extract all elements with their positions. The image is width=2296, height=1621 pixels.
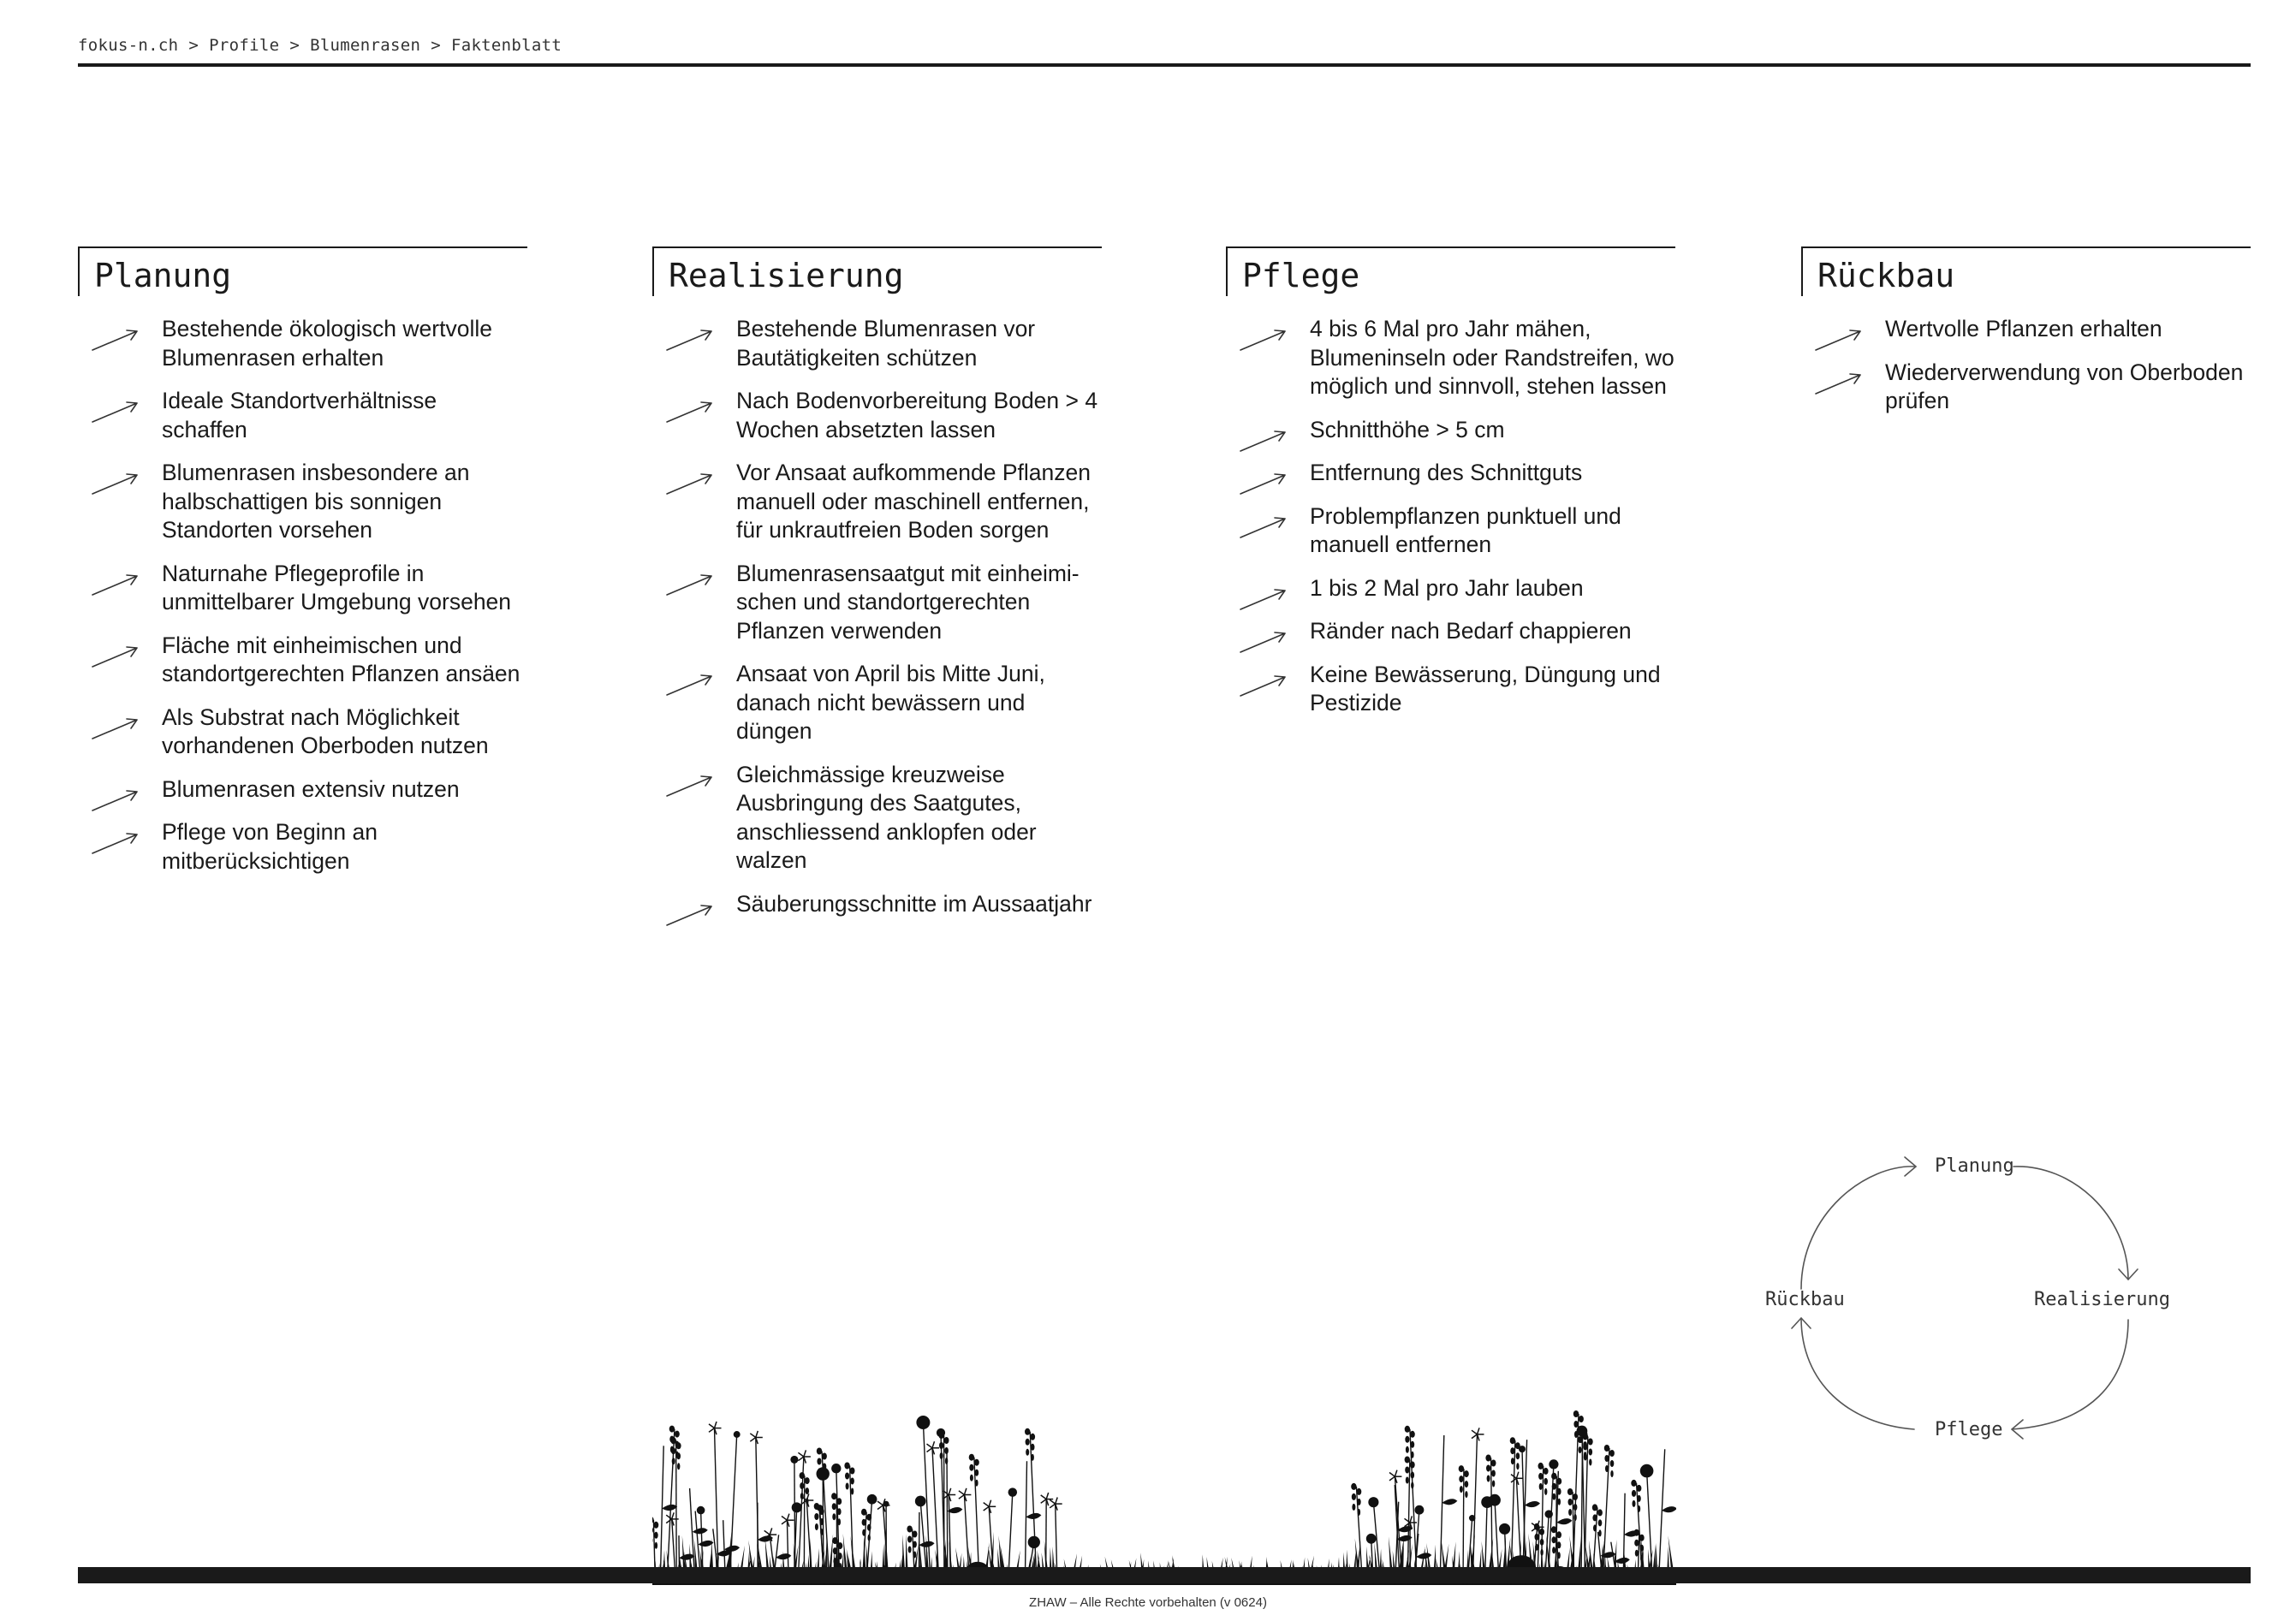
column-title: Planung xyxy=(94,257,232,294)
list-item-text: Problempflanzen punktuell und manuell entfernen xyxy=(1310,502,1621,557)
item-list xyxy=(1801,315,2251,416)
list-item-text: 1 bis 2 Mal pro Jahr lauben xyxy=(1310,574,1584,601)
cycle-label-rueckbau: Rückbau xyxy=(1765,1289,1845,1310)
list-item xyxy=(1226,315,1675,401)
breadcrumb-link-blumenrasen[interactable]: Blumenrasen xyxy=(310,36,421,55)
list-item-text: Bestehende ökologisch wertvolle Blumenrasen erhalten xyxy=(162,316,492,371)
list-item xyxy=(78,704,527,761)
arrow-icon xyxy=(665,672,715,698)
list-item xyxy=(78,387,527,444)
column-title: Rückbau xyxy=(1817,257,1955,294)
cycle-arrow-pflege-rueckbau xyxy=(1801,1318,1914,1429)
footer-copyright: ZHAW – Alle Rechte vorbehalten (v 0624) xyxy=(1029,1595,1267,1610)
arrow-icon xyxy=(665,327,715,353)
arrow-icon xyxy=(91,572,140,597)
list-item xyxy=(1226,502,1675,560)
column-header xyxy=(1226,246,1675,296)
arrow-icon xyxy=(665,471,715,496)
list-item xyxy=(652,387,1102,444)
cycle-arrow-realisierung-pflege xyxy=(2012,1320,2128,1429)
column-title: Pflege xyxy=(1242,257,1360,294)
breadcrumb-separator: > xyxy=(188,36,199,55)
list-item xyxy=(1226,416,1675,445)
list-item-text: Ideale Standortverhältnisse schaffen xyxy=(162,388,437,442)
list-item-text: Schnitthöhe > 5 cm xyxy=(1310,416,1505,442)
arrow-icon xyxy=(1814,371,1864,396)
list-item-text: Säuberungsschnitte im Aussaatjahr xyxy=(736,890,1092,917)
list-item-text: Nach Bodenvorbereitung Boden > 4 Wochen absetzten lassen xyxy=(736,388,1098,442)
arrow-icon xyxy=(1239,428,1288,454)
arrow-icon xyxy=(665,572,715,597)
list-item-text: Pflege von Beginn an mitberücksichtigen xyxy=(162,819,378,874)
item-list xyxy=(652,315,1102,918)
breadcrumb-link-profile[interactable]: Profile xyxy=(209,36,280,55)
cycle-label-pflege: Pflege xyxy=(1935,1419,2003,1440)
lifecycle-diagram xyxy=(1738,1138,2217,1464)
list-item-text: Keine Bewässerung, Düngung und Pestizide xyxy=(1310,661,1661,715)
list-item-text: Vor Ansaat aufkommende Pflanzen manuell oder maschinell entfernen, für unkrautfreien Boden sorgen xyxy=(736,460,1091,543)
arrow-icon xyxy=(91,787,140,813)
arrow-icon xyxy=(91,471,140,496)
breadcrumb-separator: > xyxy=(431,36,441,55)
cycle-arrow-rueckbau-planung xyxy=(1801,1167,1916,1289)
list-item xyxy=(78,315,527,372)
arrow-icon xyxy=(1239,514,1288,540)
list-item-text: Fläche mit einheimischen und standortgerechten Pflanzen ansäen xyxy=(162,632,520,686)
footer-bar xyxy=(78,1567,2251,1583)
list-item-text: Als Substrat nach Möglichkeit vorhandenen Oberboden nutzen xyxy=(162,704,489,758)
list-item xyxy=(652,560,1102,646)
list-item-text: Bestehende Blumenrasen vor Bautätigkeiten schützen xyxy=(736,316,1036,371)
column-header xyxy=(78,246,527,296)
list-item xyxy=(1226,574,1675,603)
arrow-icon xyxy=(91,644,140,669)
list-item xyxy=(652,315,1102,372)
list-item xyxy=(1226,459,1675,488)
list-item-text: 4 bis 6 Mal pro Jahr mähen, Blumeninseln oder Randstreifen, wo möglich und sinnvoll, stehen lassen xyxy=(1310,316,1674,399)
column-header xyxy=(652,246,1102,296)
list-item-text: Blumenrasen insbesondere an halbschattigen bis sonnigen Standorten vorsehen xyxy=(162,460,470,543)
arrow-icon xyxy=(91,715,140,741)
list-item-text: Entfernung des Schnittguts xyxy=(1310,460,1583,485)
list-item xyxy=(78,632,527,689)
cycle-label-realisierung: Realisierung xyxy=(2034,1289,2170,1310)
arrow-icon xyxy=(665,399,715,425)
breadcrumb xyxy=(78,36,562,55)
arrow-icon xyxy=(1239,586,1288,612)
list-item xyxy=(78,459,527,545)
arrow-icon xyxy=(665,773,715,799)
list-item-text: Wiederverwendung von Oberboden prüfen xyxy=(1885,359,2244,413)
column-title: Realisierung xyxy=(669,257,904,294)
arrow-icon xyxy=(1239,673,1288,698)
arrow-icon xyxy=(665,902,715,928)
breadcrumb-separator: > xyxy=(289,36,300,55)
cycle-label-planung: Planung xyxy=(1935,1155,2014,1177)
list-item-text: Ansaat von April bis Mitte Juni, danach nicht bewässern und düngen xyxy=(736,661,1045,744)
list-item xyxy=(1226,661,1675,718)
arrow-icon xyxy=(1814,327,1864,353)
column-realisierung xyxy=(652,246,1102,933)
list-item xyxy=(652,459,1102,545)
cycle-arrow-planung-realisierung xyxy=(2013,1167,2128,1280)
list-item-text: Naturnahe Pflegeprofile in unmittelbarer Umgebung vorsehen xyxy=(162,560,512,615)
list-item xyxy=(1801,359,2251,416)
list-item xyxy=(1226,617,1675,646)
list-item xyxy=(1801,315,2251,344)
list-item-text: Gleichmässige kreuzweise Ausbringung des Saatgutes, anschliessend anklopfen oder walzen xyxy=(736,761,1037,873)
item-list xyxy=(1226,315,1675,718)
arrow-icon xyxy=(1239,629,1288,655)
column-header xyxy=(1801,246,2251,296)
arrow-icon xyxy=(1239,471,1288,496)
list-item xyxy=(78,818,527,876)
arrow-icon xyxy=(91,399,140,425)
list-item-text: Ränder nach Bedarf chappieren xyxy=(1310,618,1632,644)
list-item-text: Wertvolle Pflanzen erhalten xyxy=(1885,316,2162,341)
breadcrumb-link-home[interactable]: fokus-n.ch xyxy=(78,36,179,55)
list-item xyxy=(652,761,1102,876)
list-item-text: Blumenrasensaatgut mit einheimi-schen und standortgerechten Pflanzen verwenden xyxy=(736,560,1080,644)
column-planung xyxy=(78,246,527,890)
meadow-silhouette-image xyxy=(652,1404,1676,1585)
column-rueckbau xyxy=(1801,246,2251,430)
list-item xyxy=(78,775,527,805)
breadcrumb-current: Faktenblatt xyxy=(450,36,562,55)
item-list xyxy=(78,315,527,876)
list-item xyxy=(78,560,527,617)
arrow-icon xyxy=(1239,327,1288,353)
arrow-icon xyxy=(91,830,140,856)
meadow-silhouette xyxy=(652,1404,1676,1585)
list-item xyxy=(652,890,1102,919)
column-pflege xyxy=(1226,246,1675,733)
arrow-icon xyxy=(91,327,140,353)
list-item-text: Blumenrasen extensiv nutzen xyxy=(162,775,460,802)
header-rule xyxy=(78,63,2251,67)
list-item xyxy=(652,660,1102,746)
